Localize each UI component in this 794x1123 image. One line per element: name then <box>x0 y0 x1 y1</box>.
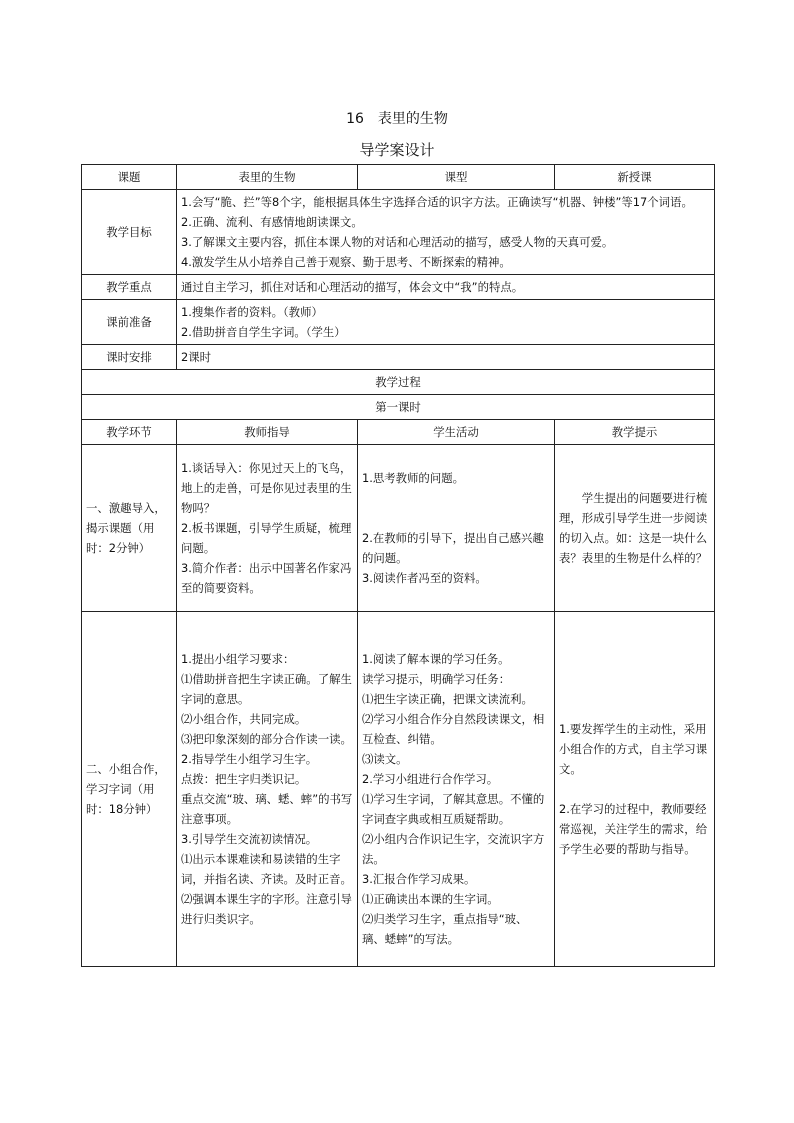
goal-item: 3.了解课文主要内容，抓住本课人物的对话和心理活动的描写，感受人物的天真可爱。 <box>181 235 614 249</box>
lesson-title: 16 表里的生物 <box>346 111 448 127</box>
teacher-step: 2.指导学生小组学习生字。 <box>181 752 318 766</box>
teacher-step: 重点交流“玻、璃、蟋、蟀”的书写注意事项。 <box>181 792 353 826</box>
meta-row <box>82 165 715 190</box>
student-step: ⑴正确读出本课的生字词。 <box>362 892 499 906</box>
teacher-step: 3.引导学生交流初读情况。 <box>181 832 318 846</box>
student-step: 3.阅读作者冯至的资料。 <box>362 571 487 585</box>
teacher-step: ⑴借助拼音把生字读正确。了解生字词的意思。 <box>181 672 352 706</box>
stage1-name: 一、激趣导入，揭示课题（用时：2分钟） <box>82 445 177 612</box>
stage2-name: 二、小组合作，学习字词（用时：18分钟） <box>82 612 177 967</box>
student-step: ⑴学习生字词，了解其意思。不懂的字词查字典或相互质疑帮助。 <box>362 792 545 826</box>
process-title-row <box>82 370 715 395</box>
student-step: ⑵学习小组合作分自然段读课文，相互检查、纠错。 <box>362 712 545 746</box>
tip-text: 1.要发挥学生的主动性，采用小组合作的方式，自主学习课文。 <box>559 722 708 776</box>
student-step: ⑶读文。 <box>362 752 408 766</box>
student-step: ⑵归类学习生字，重点指导“玻、璃、蟋蟀”的写法。 <box>362 912 528 946</box>
stage1-teacher <box>177 445 358 612</box>
period-row <box>82 395 715 420</box>
stage1-tip <box>555 445 715 612</box>
lesson-plan-table <box>81 164 715 967</box>
header-student: 学生活动 <box>358 420 555 445</box>
focus-label: 教学重点 <box>82 275 177 300</box>
document-title: 导学案设计 <box>359 141 435 159</box>
teacher-step: 2.板书课题，引导学生质疑，梳理问题。 <box>181 521 352 555</box>
teacher-step: ⑵小组合作，共同完成。 <box>181 712 307 726</box>
teacher-step: 1.谈话导入：你见过天上的飞鸟，地上的走兽，可是你见过表里的生物吗？ <box>181 461 352 515</box>
schedule-value: 2课时 <box>177 345 715 370</box>
goal-item: 2.正确、流利、有感情地朗读课文。 <box>181 215 363 229</box>
stage2-tips <box>555 612 715 967</box>
header-stage: 教学环节 <box>82 420 177 445</box>
process-header-row <box>82 420 715 445</box>
teacher-step: 1.提出小组学习要求： <box>181 652 295 666</box>
student-step: ⑵小组内合作识记生字，交流识字方法。 <box>362 832 545 866</box>
goal-item: 1.会写“脆、拦”等8个字，能根据具体生字选择合适的识字方法。正确读写“机器、钟楼”等17个词语。 <box>181 195 693 209</box>
stage2-student <box>358 612 555 967</box>
student-step: 1.阅读了解本课的学习任务。 <box>362 652 510 666</box>
header-tip: 教学提示 <box>555 420 715 445</box>
prep-row <box>82 300 715 345</box>
period-title: 第一课时 <box>82 395 715 420</box>
student-step: 1.思考教师的问题。 <box>362 471 464 485</box>
focus-row <box>82 275 715 300</box>
teacher-step: 3.简介作者：出示中国著名作家冯至的简要资料。 <box>181 561 352 595</box>
teacher-step: ⑶把印象深刻的部分合作读一读。 <box>181 732 352 746</box>
stage1-row <box>82 445 715 612</box>
student-step: 3.汇报合作学习成果。 <box>362 872 476 886</box>
prep-item: 2.借助拼音自学生字词。（学生） <box>181 325 346 339</box>
student-step: 读学习提示，明确学习任务： <box>362 672 511 686</box>
topic-value: 表里的生物 <box>177 165 358 190</box>
stage1-student <box>358 445 555 612</box>
prep-content <box>177 300 715 345</box>
header-teacher: 教师指导 <box>177 420 358 445</box>
prep-item: 1.搜集作者的资料。（教师） <box>181 305 323 319</box>
prep-label: 课前准备 <box>82 300 177 345</box>
teacher-step: 点拨：把生字归类识记。 <box>181 772 307 786</box>
student-step: 2.学习小组进行合作学习。 <box>362 772 499 786</box>
student-step: ⑴把生字读正确，把课文读流利。 <box>362 692 533 706</box>
student-step: 2.在教师的引导下，提出自己感兴趣的问题。 <box>362 531 544 565</box>
tip-text: 2.在学习的过程中，教师要经常巡视，关注学生的需求，给予学生必要的帮助与指导。 <box>559 802 708 856</box>
schedule-label: 课时安排 <box>82 345 177 370</box>
schedule-row <box>82 345 715 370</box>
topic-label: 课题 <box>82 165 177 190</box>
goals-row <box>82 190 715 275</box>
process-title: 教学过程 <box>82 370 715 395</box>
type-label: 课型 <box>358 165 555 190</box>
stage2-row <box>82 612 715 967</box>
type-value: 新授课 <box>555 165 715 190</box>
teacher-step: ⑵强调本课生字的字形。注意引导进行归类识字。 <box>181 892 352 926</box>
teacher-step: ⑴出示本课难读和易读错的生字词，并指名读、齐读。及时正音。 <box>181 852 352 886</box>
stage2-teacher <box>177 612 358 967</box>
goals-label: 教学目标 <box>82 190 177 275</box>
goal-item: 4.激发学生从小培养自己善于观察、勤于思考、不断探索的精神。 <box>181 255 511 269</box>
focus-value: 通过自主学习，抓住对话和心理活动的描写，体会文中“我”的特点。 <box>177 275 715 300</box>
tip-text: 学生提出的问题要进行梳理，形成引导学生进一步阅读的切入点。如：这是一块什么表？表里的生物是什么样的？ <box>559 491 708 565</box>
goals-content <box>177 190 715 275</box>
